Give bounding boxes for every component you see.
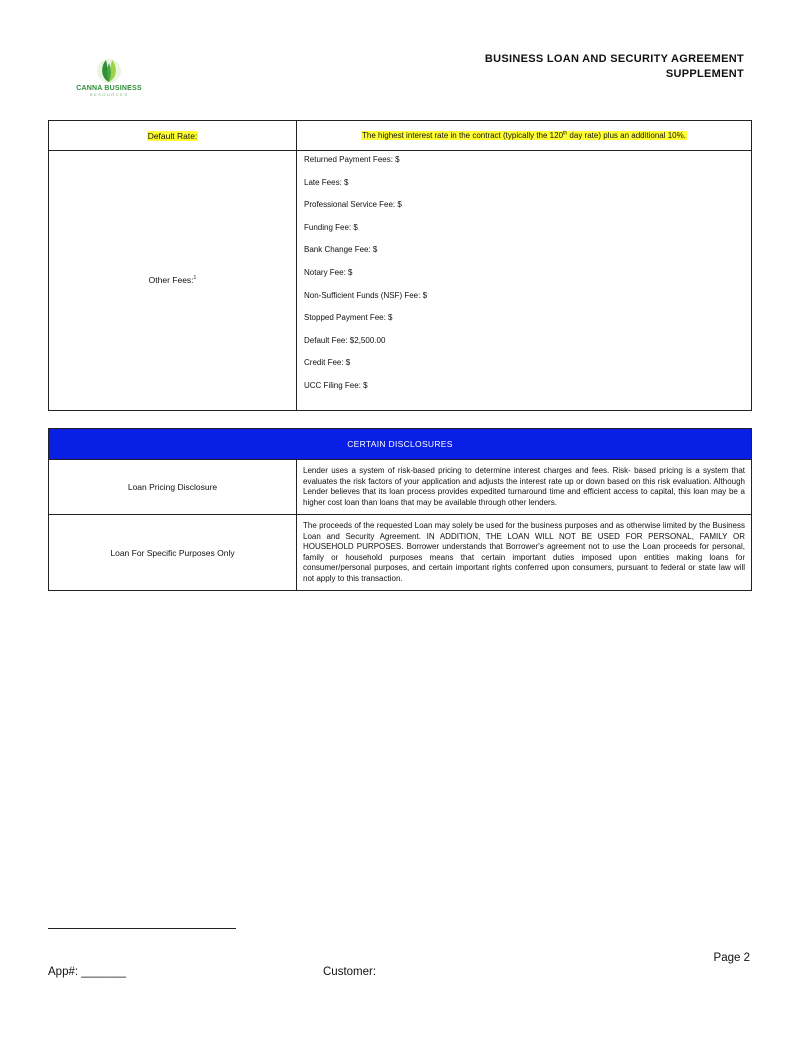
disclosures-table — [48, 428, 752, 591]
disclosures-heading: CERTAIN DISCLOSURES — [49, 429, 752, 460]
default-rate-value — [361, 131, 687, 140]
footnote-divider — [48, 928, 236, 929]
other-fees-list-cell — [297, 151, 752, 411]
fee-item-default: Default Fee: $2,500.00 — [304, 335, 386, 345]
company-logo — [74, 58, 144, 102]
other-fees-label-cell — [49, 151, 297, 411]
fee-item-professional-service: Professional Service Fee: $ — [304, 200, 402, 210]
disclosure-label-specific-purposes: Loan For Specific Purposes Only — [49, 515, 297, 591]
fee-list — [298, 152, 750, 409]
default-rate-value-pre: The highest interest rate in the contract (typically the 120 — [362, 131, 564, 141]
fee-item-notary: Notary Fee: $ — [304, 267, 353, 277]
disclosures-header-row — [49, 429, 752, 460]
document-title-line2: SUPPLEMENT — [665, 68, 744, 80]
fee-item-late: Late Fees: $ — [304, 177, 349, 187]
disclosure-label-loan-pricing: Loan Pricing Disclosure — [49, 460, 297, 515]
fee-item-funding: Funding Fee: $ — [304, 222, 358, 232]
app-number-field: App#: _______ — [48, 966, 127, 978]
other-fees-label: Other Fees: — [148, 275, 194, 286]
fee-item-bank-change: Bank Change Fee: $ — [304, 245, 378, 255]
page-number: Page 2 — [713, 952, 750, 964]
disclosure-text-specific-purposes: The proceeds of the requested Loan may solely be used for the business purposes and as otherwise limited by the Business Loan and Security Agreement. IN ADDITION, THE LOAN WILL NOT BE USED FOR PERSONAL, FAMILY OR HOUSEHOLD PURPOSES. Borrower understands that Borrower's agreement not to use the Loan proceeds for personal, family or household purposes means that certain important duties imposed upon entities making loans for consumer/personal purposes, and certain important rights conferred upon consumers, pursuant to federal or state law will not apply to this transaction. — [297, 515, 752, 591]
fee-item-ucc-filing: UCC Filing Fee: $ — [304, 380, 368, 390]
fee-item-nsf: Non-Sufficient Funds (NSF) Fee: $ — [304, 290, 428, 300]
document-title-line1: BUSINESS LOAN AND SECURITY AGREEMENT — [484, 53, 744, 65]
default-rate-value-post: day rate) plus an additional 10%. — [567, 131, 686, 141]
fee-item-returned-payment: Returned Payment Fees: $ — [304, 155, 400, 164]
fee-item-credit: Credit Fee: $ — [304, 358, 351, 368]
default-rate-label: Default Rate: — [147, 130, 198, 141]
leaf-logo-icon — [95, 58, 123, 84]
footnote-marker: 1 — [193, 275, 197, 282]
disclosure-text-loan-pricing: Lender uses a system of risk-based pricing to determine interest charges and fees. Risk- based pricing is a system that evaluates the risk factors of your application and adjusts the interest rate up or down based on this risk evaluation. Although Lender believes that its loan process provides expedited turnaround time and efficient access to capital, this loan may be a higher cost loan than loans that may be available through other lenders. — [297, 460, 752, 515]
default-rate-row — [49, 121, 752, 151]
other-fees-row — [49, 151, 752, 411]
fees-table — [48, 120, 752, 411]
default-rate-label-cell — [49, 121, 297, 151]
default-rate-value-sup: th — [563, 130, 568, 137]
document-title — [485, 52, 744, 82]
logo-name: CANNA BUSINESS — [76, 85, 142, 92]
disclosure-row-specific-purposes — [49, 515, 752, 591]
customer-field: Customer: — [323, 966, 377, 978]
fee-item-stopped-payment: Stopped Payment Fee: $ — [304, 313, 393, 323]
disclosure-row-loan-pricing — [49, 460, 752, 515]
default-rate-value-cell — [297, 121, 752, 151]
logo-subtitle: RESOURCES — [89, 92, 129, 97]
